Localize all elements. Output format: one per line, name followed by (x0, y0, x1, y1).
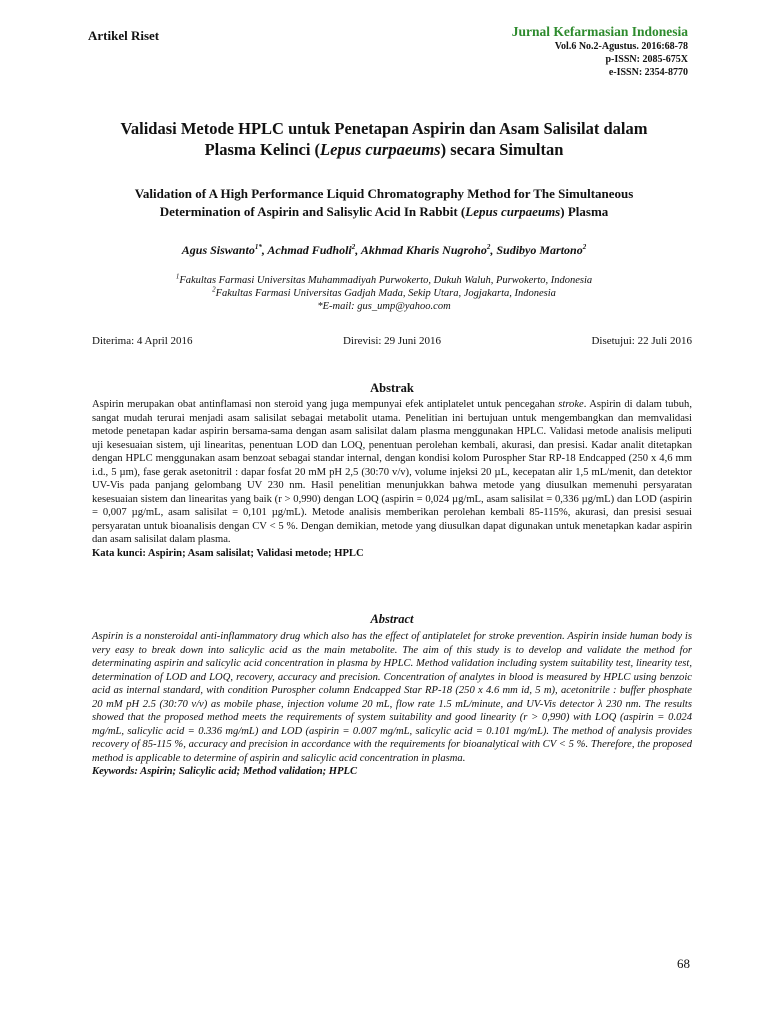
affiliation-1 (70, 274, 698, 287)
affiliation-2 (70, 287, 698, 300)
title-species: Lepus curpaeums (320, 140, 441, 159)
abstract-heading: Abstract (370, 612, 414, 626)
title-line-2-post: ) secara Simultan (440, 140, 564, 159)
author-sep: , (355, 243, 361, 257)
author-1-sup: 1* (254, 243, 262, 251)
author-3: Akhmad Kharis Nugroho (360, 243, 487, 257)
date-received: Diterima: 4 April 2016 (92, 335, 193, 347)
author-3-sup: 2 (486, 243, 491, 251)
journal-name: Jurnal Kefarmasian Indonesia (511, 24, 688, 39)
abstract-keywords: Keywords: Aspirin; Salicylic acid; Method validation; HPLC (92, 766, 358, 777)
title-en-line-2-post: ) Plasma (560, 204, 609, 219)
journal-e-issn: e-ISSN: 2354-8770 (608, 67, 688, 78)
article-title-english (70, 185, 698, 221)
abstrak-keywords: Kata kunci: Aspirin; Asam salisilat; Validasi metode; HPLC (92, 547, 364, 559)
title-en-species: Lepus curpaeums (465, 204, 561, 219)
journal-p-issn: p-ISSN: 2085-675X (605, 54, 688, 65)
article-dates (92, 335, 692, 347)
date-accepted: Disetujui: 22 Juli 2016 (591, 335, 692, 347)
affiliation-1-sup: 1 (175, 272, 180, 281)
abstrak-heading: Abstrak (370, 381, 414, 395)
abstrak-text-pre: Aspirin merupakan obat antinflamasi non steroid yang juga mempunyai efek antiplatelet untuk pencegahan (92, 399, 559, 410)
affiliation-2-sup: 2 (212, 285, 216, 294)
corresponding-email: *E-mail: gus_ump@yahoo.com (317, 301, 451, 312)
date-revised: Direvisi: 29 Juni 2016 (342, 335, 442, 347)
author-2-sup: 2 (351, 243, 356, 251)
journal-volume: Vol.6 No.2-Agustus. 2016:68-78 (554, 41, 688, 52)
abstrak-text-italic: stroke (558, 399, 584, 410)
journal-info (512, 24, 688, 79)
title-en-line-1: Validation of A High Performance Liquid Chromatography Method for The Simultaneous (134, 186, 634, 201)
author-sep: , (490, 243, 497, 257)
article-title (70, 118, 698, 160)
title-en-line-2 (70, 203, 698, 221)
affiliation-1-text: Fakultas Farmasi Universitas Muhammadiyah Purwokerto, Dukuh Waluh, Purwokerto, Indonesia (179, 275, 593, 286)
author-sep: , (261, 243, 268, 257)
page-number: 68 (677, 956, 690, 971)
abstract-text: Aspirin is a nonsteroidal anti-inflammatory drug which also has the effect of antiplatelet for stroke prevention. Aspirin inside human body is very easy to break down into salicylic acid as the main metabolite. The aim of this study is to develop and validate the method for determinating aspirin and salicylic acid concentration in plasma by HPLC. Method validation including system suitability test, linearity test, determination of LOD and LOQ, recovery, accuracy and precision. Concentration of analytes in blood is measured by HPLC using benzoic acid as internal standard, with condition Purospher column Endcapped Star RP-18 (250 x 4.6 mm id, 5 m), acetonitrile : buffer phosphate 20 mM pH 2.5 (30:70 v/v) as mobile phase, injection volume 20 mL, flow rate 1.5 mL/minute, and UV-Vis detector λ 230 nm. The results showed that the proposed method meets the requirements of system suitability and good linearity (r > 0,990) with LOQ (aspirin = 0.024 mg/mL, salicylic acid = 0.336 mg/mL) and LOD (aspirin = 0.007 mg/mL, salicylic acid = 0.101 mg/mL). The method of analysis provides recovery of 85-115 %, accuracy and precision in accordance with the requirements for bioanalytical with CV < 5 %. Therefore, the proposed method is applicable to determine of aspirin and salicylic acid concentration in plasma. (92, 631, 692, 764)
title-en-line-2-pre: Determination of Aspirin and Salisylic Acid In Rabbit ( (159, 204, 466, 219)
author-list (70, 243, 698, 258)
title-line-2-pre: Plasma Kelinci ( (204, 140, 321, 159)
author-1: Agus Siswanto (181, 243, 255, 257)
section-label: Artikel Riset (88, 28, 160, 43)
affiliation-2-text: Fakultas Farmasi Universitas Gadjah Mada, Sekip Utara, Jogjakarta, Indonesia (215, 288, 556, 299)
abstrak-body (92, 398, 692, 560)
author-4: Sudibyo Martono (496, 243, 583, 257)
affiliations (70, 274, 698, 313)
abstract-body (92, 630, 692, 779)
author-4-sup: 2 (582, 243, 587, 251)
author-2: Achmad Fudholi (267, 243, 352, 257)
title-line-1: Validasi Metode HPLC untuk Penetapan Aspirin dan Asam Salisilat dalam (120, 119, 648, 138)
abstrak-text-post: . Aspirin di dalam tubuh, sangat mudah terurai menjadi asam salisilat sebagai metabolit utama. Penelitian ini bertujuan untuk mengembangkan dan memvalidasi metode penetapan kadar aspirin bersama-sama dengan asam salisilat dalam plasma menggunakan HPLC. Validasi metode analisis meliputi uji kesesuaian sistem, uji linearitas, penentuan LOD dan LOQ, penentuan perolehan kembali, akurasi, dan presisi. Kadar analit ditetapkan dengan HPLC menggunakan asam benzoat sebagai standar internal, dengan kondisi kolom Purospher Star RP-18 Endcapped (250 x 4,6 mm i.d., 5 µm), fase gerak asetonitril : dapar fosfat 20 mM pH 2,5 (30:70 v/v), volume injeksi 20 µL, kecepatan alir 1,5 mL/menit, dan detektor UV-Vis pada panjang gelombang UV 230 nm. Hasil penelitian menunjukkan bahwa metode yang diusulkan memenuhi persyaratan kesesuaian sistem dan linearitas yang baik (r > 0,990) dengan LOQ (aspirin = 0,024 µg/mL, asam salisilat = 0,336 µg/mL) dan LOD (aspirin = 0,007 µg/mL, asam salisilat = 0,101 µg/mL). Metode analisis memberikan perolehan kembali 85-115%, akurasi, dan presisi sesuai persyaratan untuk bioanalisis dengan CV < 5 %. Dengan demikian, metode yang diusulkan dapat digunakan untuk menetapkan kadar aspirin dan asam salisilat dalam plasma. (92, 399, 692, 545)
title-line-2 (70, 139, 698, 160)
